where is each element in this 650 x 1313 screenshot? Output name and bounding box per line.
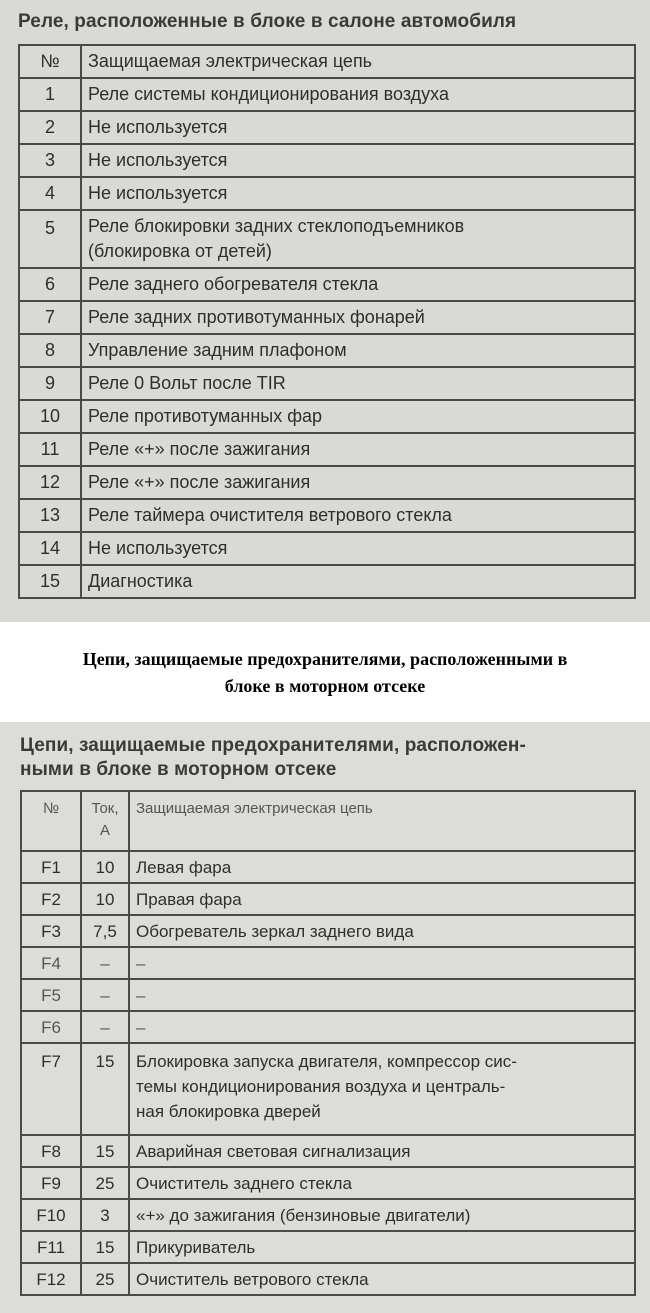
table-row — [19, 111, 635, 144]
table-row — [21, 851, 635, 883]
table-row — [21, 1167, 635, 1199]
row-num: 13 — [19, 499, 81, 532]
row-amp: 15 — [81, 1135, 129, 1167]
table-row — [19, 466, 635, 499]
header-amp-line2: А — [99, 822, 110, 839]
row-num: F6 — [21, 1011, 81, 1043]
table-row — [21, 883, 635, 915]
row-circuit: Реле таймера очистителя ветрового стекла — [81, 499, 635, 532]
row-circuit: Обогреватель зеркал заднего вида — [129, 915, 635, 947]
row-circuit: – — [129, 947, 635, 979]
row-num: F10 — [21, 1199, 81, 1231]
table-row — [21, 1135, 635, 1167]
caption-line1: Цепи, защищаемые предохранителями, расположенными в — [82, 649, 568, 669]
row-amp: – — [81, 947, 129, 979]
row-circuit-line2: темы кондиционирования воздуха и централь- — [136, 1077, 506, 1096]
row-circuit: Реле заднего обогревателя стекла — [81, 268, 635, 301]
row-circuit-line2: (блокировка от детей) — [88, 241, 272, 261]
table-row — [19, 433, 635, 466]
table-row — [19, 301, 635, 334]
row-circuit: Реле 0 Вольт после TIR — [81, 367, 635, 400]
row-circuit: Прикуриватель — [129, 1231, 635, 1263]
table-row — [19, 532, 635, 565]
row-circuit: Реле «+» после зажигания — [81, 433, 635, 466]
row-amp: 15 — [81, 1231, 129, 1263]
table-row — [19, 499, 635, 532]
row-amp: 10 — [81, 851, 129, 883]
fuse-table-title — [20, 722, 636, 790]
header-amp — [81, 791, 129, 851]
row-num: 3 — [19, 144, 81, 177]
row-num: 7 — [19, 301, 81, 334]
row-amp: 25 — [81, 1167, 129, 1199]
row-num: F12 — [21, 1263, 81, 1295]
row-circuit: Реле «+» после зажигания — [81, 466, 635, 499]
row-num: 8 — [19, 334, 81, 367]
row-circuit: Реле системы кондиционирования воздуха — [81, 78, 635, 111]
table-row — [19, 367, 635, 400]
row-circuit: – — [129, 1011, 635, 1043]
relay-table — [18, 44, 636, 599]
row-circuit: Левая фара — [129, 851, 635, 883]
row-num: 6 — [19, 268, 81, 301]
table-row — [21, 1231, 635, 1263]
fuse-title-line1: Цепи, защищаемые предохранителями, расположен- — [20, 735, 526, 756]
section-caption — [0, 646, 650, 700]
table-row — [21, 1199, 635, 1231]
header-circuit: Защищаемая электрическая цепь — [129, 791, 635, 851]
row-circuit-line1: Реле блокировки задних стеклоподъемников — [88, 216, 465, 236]
table-row — [21, 915, 635, 947]
table-row — [19, 210, 635, 268]
fuse-table — [20, 790, 636, 1296]
row-num: 12 — [19, 466, 81, 499]
relay-table-title: Реле, расположенные в блоке в салоне автомобиля — [18, 11, 517, 32]
row-num: 10 — [19, 400, 81, 433]
row-amp: 10 — [81, 883, 129, 915]
relay-table-photo — [0, 0, 650, 622]
row-circuit — [81, 210, 635, 268]
row-amp: 15 — [81, 1043, 129, 1135]
row-num: 14 — [19, 532, 81, 565]
table-row — [19, 78, 635, 111]
row-circuit: Реле противотуманных фар — [81, 400, 635, 433]
row-num: F1 — [21, 851, 81, 883]
row-num: 5 — [19, 210, 81, 268]
row-num: 2 — [19, 111, 81, 144]
row-circuit: Не используется — [81, 144, 635, 177]
table-row — [21, 1011, 635, 1043]
row-circuit: Реле задних противотуманных фонарей — [81, 301, 635, 334]
table-row — [19, 177, 635, 210]
table-row — [19, 400, 635, 433]
row-circuit-line3: ная блокировка дверей — [136, 1102, 321, 1121]
row-circuit: Очиститель заднего стекла — [129, 1167, 635, 1199]
table-row — [19, 334, 635, 367]
row-circuit: Правая фара — [129, 883, 635, 915]
table-row — [21, 979, 635, 1011]
row-circuit: – — [129, 979, 635, 1011]
table-row — [21, 947, 635, 979]
row-circuit: Управление задним плафоном — [81, 334, 635, 367]
caption-line2: блоке в моторном отсеке — [224, 676, 426, 696]
table-row — [19, 268, 635, 301]
row-circuit: Диагностика — [81, 565, 635, 598]
row-num: F9 — [21, 1167, 81, 1199]
row-circuit: Аварийная световая сигнализация — [129, 1135, 635, 1167]
row-circuit: Не используется — [81, 532, 635, 565]
table-header-row — [21, 791, 635, 851]
header-amp-line1: Ток, — [91, 800, 119, 817]
row-circuit — [129, 1043, 635, 1135]
row-num: F11 — [21, 1231, 81, 1263]
row-num: 1 — [19, 78, 81, 111]
header-num: № — [19, 45, 81, 78]
row-num: F7 — [21, 1043, 81, 1135]
row-circuit: Не используется — [81, 111, 635, 144]
header-circuit: Защищаемая электрическая цепь — [81, 45, 635, 78]
row-circuit-line1: Блокировка запуска двигателя, компрессор сис- — [136, 1052, 517, 1071]
table-row — [19, 144, 635, 177]
table-row — [21, 1263, 635, 1295]
row-amp: 7,5 — [81, 915, 129, 947]
row-num: F5 — [21, 979, 81, 1011]
row-num: F3 — [21, 915, 81, 947]
row-circuit: Не используется — [81, 177, 635, 210]
row-num: 11 — [19, 433, 81, 466]
table-header-row — [19, 45, 635, 78]
fuse-title-line2: ными в блоке в моторном отсеке — [20, 759, 337, 780]
table-row — [21, 1043, 635, 1135]
table-row — [19, 565, 635, 598]
row-num: 4 — [19, 177, 81, 210]
row-circuit: Очиститель ветрового стекла — [129, 1263, 635, 1295]
row-amp: – — [81, 1011, 129, 1043]
row-amp: – — [81, 979, 129, 1011]
row-num: 9 — [19, 367, 81, 400]
row-num: F2 — [21, 883, 81, 915]
row-num: 15 — [19, 565, 81, 598]
fuse-table-photo — [0, 722, 650, 1313]
row-amp: 3 — [81, 1199, 129, 1231]
row-circuit: «+» до зажигания (бензиновые двигатели) — [129, 1199, 635, 1231]
row-num: F8 — [21, 1135, 81, 1167]
row-num: F4 — [21, 947, 81, 979]
row-amp: 25 — [81, 1263, 129, 1295]
header-num: № — [21, 791, 81, 851]
